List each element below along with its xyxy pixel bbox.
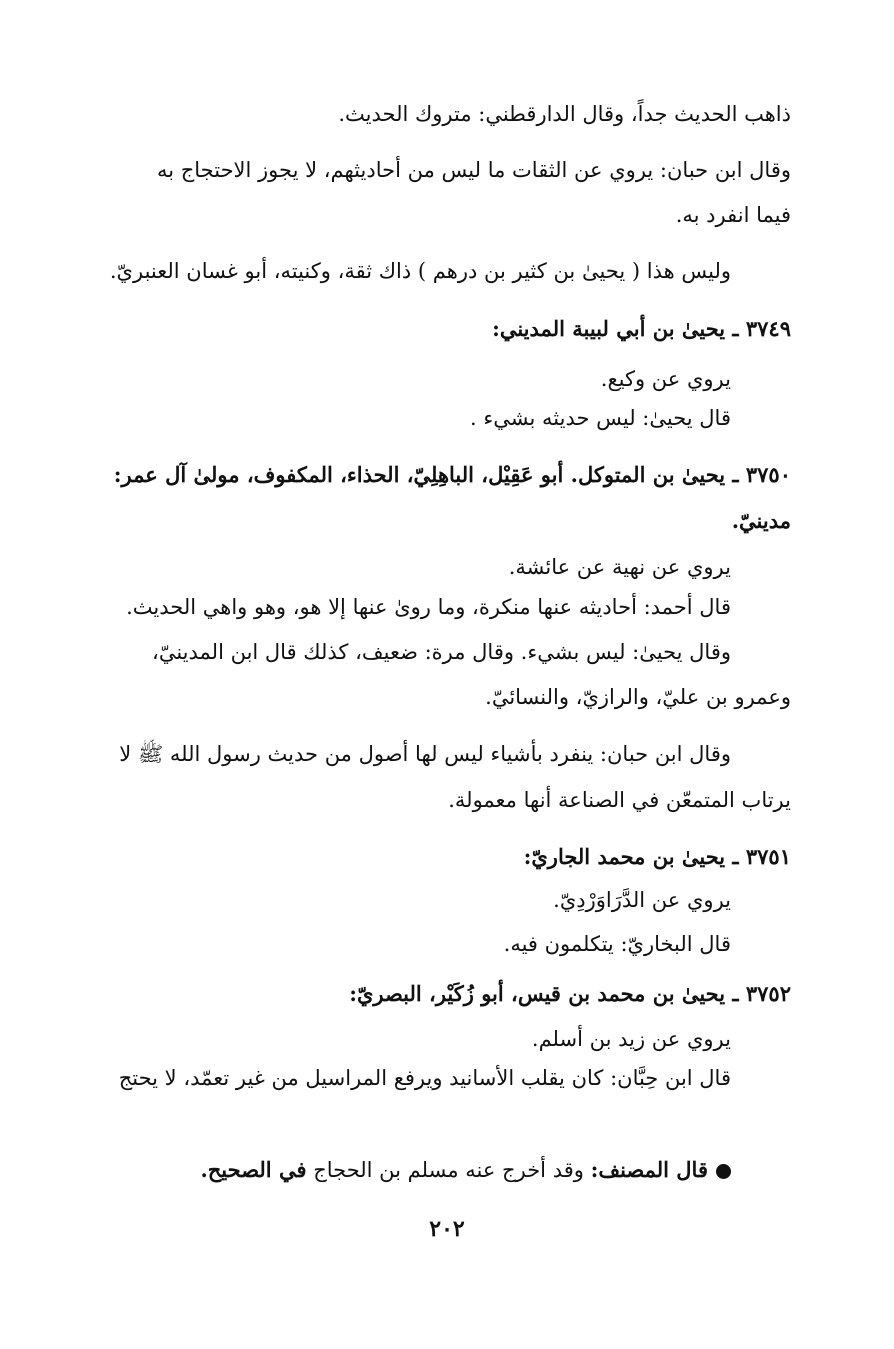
text-line: قال البخاريّ: يتكلمون فيه. <box>503 932 731 956</box>
bullet-icon <box>716 1164 731 1179</box>
text-line: قال ابن حِبَّان: كان يقلب الأسانيد ويرفع المراسيل من غير تعمّد، لا يحتج <box>118 1066 731 1090</box>
entry-heading: ٣٧٥١ ـ يحيىٰ بن محمد الجاريّ: <box>523 844 791 869</box>
text-line: قال يحيىٰ: ليس حديثه بشيء . <box>470 406 731 430</box>
text-line: يروي عن نهية عن عائشة. <box>508 555 731 579</box>
page-number: ٢٠٢ <box>429 1216 465 1242</box>
entry-heading: ٣٧٥٠ ـ يحيىٰ بن المتوكل. أبو عَقِيْل، الباهِلِيّ، الحذاء، المكفوف، مولىٰ آل عمر: <box>113 462 791 487</box>
text-line: وقال يحيىٰ: ليس بشيء. وقال مرة: ضعيف، كذلك قال ابن المدينيّ، <box>152 640 731 664</box>
text-line: وقال ابن حبان: ينفرد بأشياء ليس لها أصول من حديث رسول الله ﷺ لا <box>119 742 731 766</box>
entry-heading: ٣٧٤٩ ـ يحيىٰ بن أبي لبيبة المديني: <box>492 316 791 341</box>
text-line: وليس هذا ( يحيىٰ بن كثير بن درهم ) ذاك ثقة، وكنيته، أبو غسان العنبريّ. <box>109 259 731 283</box>
footnote-tail: في الصحيح. <box>200 1157 307 1182</box>
text-line: وقال ابن حبان: يروي عن الثقات ما ليس من أحاديثهم، لا يجوز الاحتجاج به <box>156 158 791 182</box>
footnote-label: قال المصنف: <box>590 1157 708 1182</box>
text-line: يروي عن زيد بن أسلم. <box>531 1027 731 1051</box>
entry-heading: مدينيّ. <box>731 508 791 533</box>
text-line: فيما انفرد به. <box>675 203 791 227</box>
text-line: يرتاب المتمعّن في الصناعة أنها معمولة. <box>448 788 791 812</box>
footnote <box>200 1156 731 1184</box>
text-line: يروي عن الدَّرَاوَرْدِيّ. <box>553 888 731 912</box>
footnote-text: وقد أخرج عنه مسلم بن الحجاج <box>313 1158 584 1182</box>
entry-heading: ٣٧٥٢ ـ يحيىٰ بن محمد بن قيس، أبو زُكَيْر، البصريّ: <box>349 981 791 1006</box>
text-line: يروي عن وكيع. <box>600 367 731 391</box>
text-line: ذاهب الحديث جداً، وقال الدارقطني: متروك الحديث. <box>338 102 791 126</box>
text-line: وعمرو بن عليّ، والرازيّ، والنسائيّ. <box>485 685 791 709</box>
text-line: قال أحمد: أحاديثه عنها منكرة، وما روىٰ عنها إلا هو، وهو واهي الحديث. <box>126 595 731 619</box>
